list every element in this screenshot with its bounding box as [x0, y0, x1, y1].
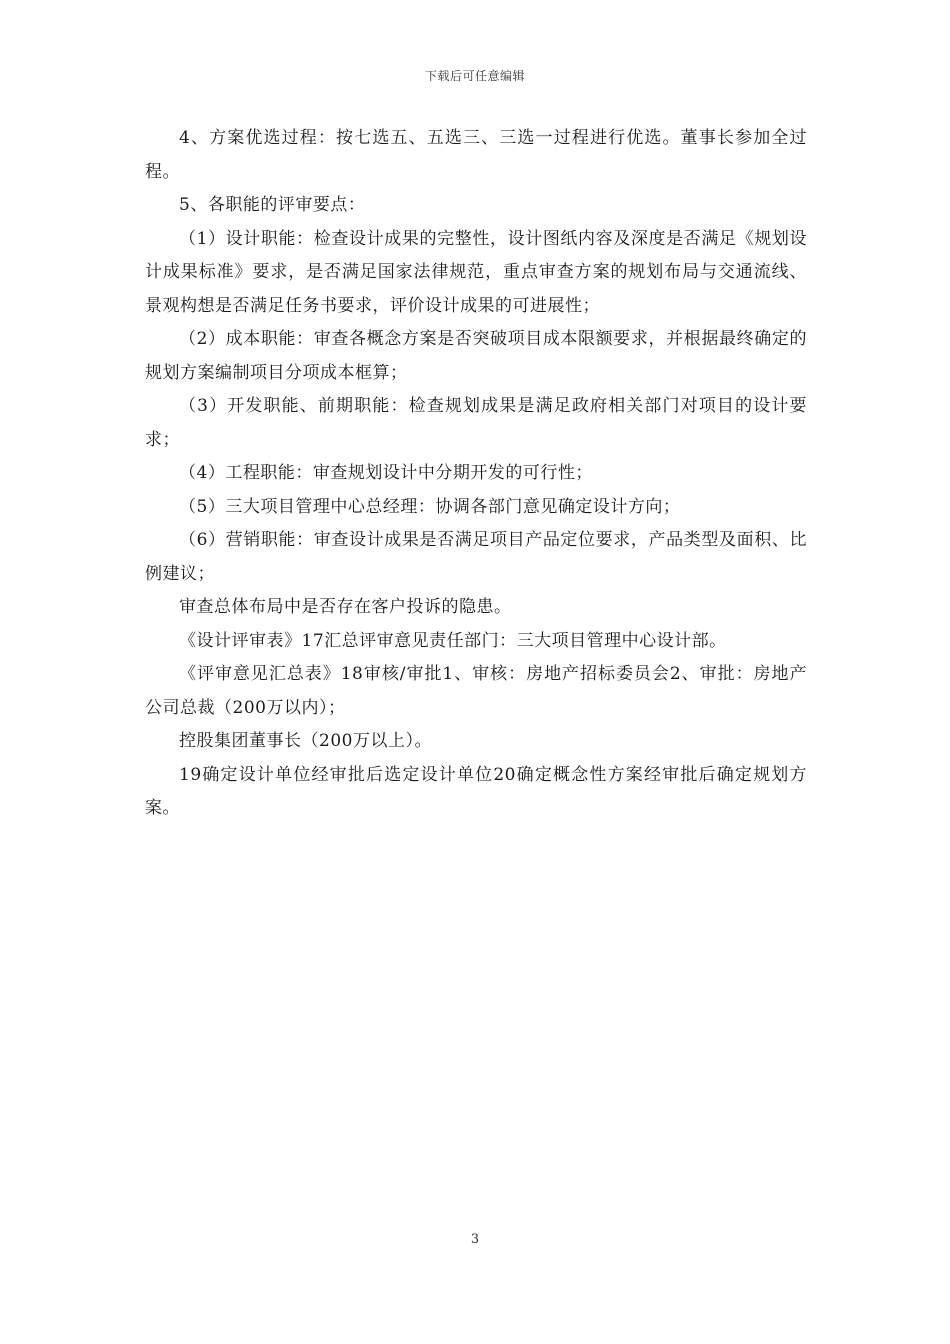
- page-number: 3: [470, 1232, 480, 1247]
- paragraph-engineering-function: （4）工程职能：审查规划设计中分期开发的可行性；: [179, 463, 593, 483]
- paragraph-scheme-selection: 4、方案优选过程：按七选五、五选三、三选一过程进行优选。董事长参加全过程。: [145, 128, 807, 182]
- paragraph-cost-function: （2）成本职能：审查各概念方案是否突破项目成本限额要求，并根据最终确定的规划方案编制项目分项成本框算；: [145, 329, 807, 383]
- paragraph-design-review-form: 《设计评审表》17汇总评审意见责任部门：三大项目管理中心设计部。: [179, 630, 727, 651]
- paragraph-chairman-approval: 控股集团董事长（200万以上）。: [179, 731, 432, 751]
- paragraph-final-steps: 19确定设计单位经审批后选定设计单位20确定概念性方案经审批后确定规划方案。: [145, 764, 807, 818]
- paragraph-development-function: （3）开发职能、前期职能：检查规划成果是满足政府相关部门对项目的设计要求；: [145, 396, 807, 450]
- paragraph-review-points-heading: 5、各职能的评审要点：: [179, 195, 366, 215]
- page-header: 下载后可任意编辑: [424, 69, 525, 83]
- paragraph-review-summary-form: 《评审意见汇总表》18审核/审批1、审核：房地产招标委员会2、审批：房地产公司总裁（200万以内）；: [145, 664, 807, 718]
- paragraph-marketing-function: （6）营销职能：审查设计成果是否满足项目产品定位要求，产品类型及面积、比例建议；: [145, 530, 807, 584]
- paragraph-general-manager: （5）三大项目管理中心总经理：协调各部门意见确定设计方向；: [179, 496, 681, 517]
- document-body: [145, 122, 807, 826]
- paragraph-design-function: （1）设计职能：检查设计成果的完整性，设计图纸内容及深度是否满足《规划设计成果标准》要求，是否满足国家法律规范，重点审查方案的规划布局与交通流线、景观构想是否满足任务书要求，评价设计成果的可进展性；: [145, 228, 807, 316]
- paragraph-layout-review: 审查总体布局中是否存在客户投诉的隐患。: [179, 597, 512, 617]
